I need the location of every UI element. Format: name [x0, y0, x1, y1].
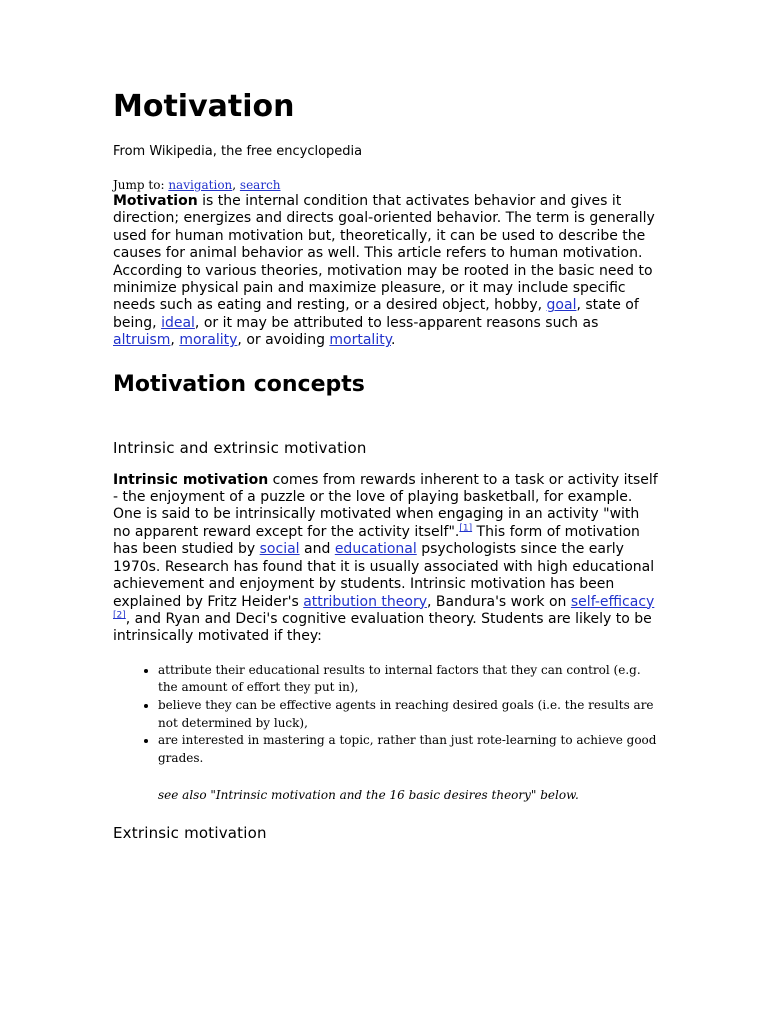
intrinsic-text-7: , and Ryan and Deci's cognitive evaluation theory. Students are likely to be intrinsically motivated if they:	[113, 610, 652, 645]
lead-text-1: is the internal condition that activates behavior and gives it direction; energizes and directs goal-oriented behavior. The term is generally used for human motivation but, theoretically, it can be used to describe the causes for animal behavior as well. This article refers to human motivation. According to various theories, motivation may be rooted in the basic need to minimize physical pain and maximize pleasure, or it may include specific needs such as eating and resting, or a desired object, hobby,	[113, 193, 655, 314]
lead-text-6: .	[391, 332, 396, 349]
lead-paragraph	[113, 193, 658, 350]
intrinsic-text-3: and	[299, 541, 335, 558]
social-link[interactable]: social	[259, 541, 300, 558]
lead-text-2: , state of being,	[113, 297, 639, 331]
reference-2-link[interactable]: [2]	[113, 610, 126, 621]
mortality-link[interactable]: mortality	[329, 332, 391, 349]
subheading-intrinsic-extrinsic: Intrinsic and extrinsic motivation	[113, 438, 367, 457]
article-content	[113, 86, 658, 843]
jump-separator: ,	[232, 178, 240, 192]
intrinsic-text-5: , Bandura's work on	[427, 593, 571, 610]
educational-link[interactable]: educational	[334, 541, 417, 558]
list-item: • believe they can be effective agents in reaching desired goals (i.e. the results are not determined by luck),	[158, 697, 658, 732]
see-also-note: see also "Intrinsic motivation and the 16 basic desires theory" below.	[158, 788, 579, 803]
attribution-theory-link[interactable]: attribution theory	[303, 593, 428, 610]
page-title: Motivation	[113, 89, 295, 124]
intrinsic-text-1: comes from rewards inherent to a task or activity itself - the enjoyment of a puzzle or the love of playing basketball, for example. One is said to be intrinsically motivated when engaging in an activity "with no apparent reward except for the activity itself".	[113, 471, 658, 540]
jump-to-label: Jump to:	[113, 178, 169, 192]
lead-bold-term: Motivation	[113, 193, 198, 209]
lead-text-5: , or avoiding	[237, 332, 330, 349]
intrinsic-factors-list	[113, 662, 658, 768]
section-heading-concepts: Motivation concepts	[113, 371, 365, 397]
intrinsic-paragraph	[113, 472, 658, 646]
list-item: • attribute their educational results to internal factors that they can control (e.g. the amount of effort they put in),	[158, 662, 658, 697]
tagline: From Wikipedia, the free encyclopedia	[113, 144, 363, 159]
self-efficacy-link[interactable]: self-efficacy	[570, 593, 655, 610]
goal-link[interactable]: goal	[546, 297, 577, 314]
morality-link[interactable]: morality	[179, 332, 238, 349]
lead-text-3: , or it may be attributed to less-apparent reasons such as	[194, 314, 599, 331]
list-item: • are interested in mastering a topic, rather than just rote-learning to achieve good grades.	[158, 732, 658, 767]
jump-to-bar	[113, 178, 658, 193]
intrinsic-bold-term: Intrinsic motivation	[113, 471, 269, 488]
navigation-link[interactable]: navigation	[168, 178, 233, 192]
reference-1-link[interactable]: [1]	[459, 523, 473, 534]
lead-text-4: ,	[170, 332, 180, 349]
altruism-link[interactable]: altruism	[113, 332, 171, 349]
intrinsic-text-2: This form of motivation has been studied by	[113, 523, 640, 558]
ideal-link[interactable]: ideal	[161, 314, 195, 331]
search-link[interactable]: search	[239, 178, 281, 192]
subheading-extrinsic: Extrinsic motivation	[113, 824, 267, 843]
intrinsic-text-4: psychologists since the early 1970s. Research has found that it is usually associated with high educational achievement and enjoyment by students. Intrinsic motivation has been explained by Fritz Heider's	[113, 541, 655, 610]
